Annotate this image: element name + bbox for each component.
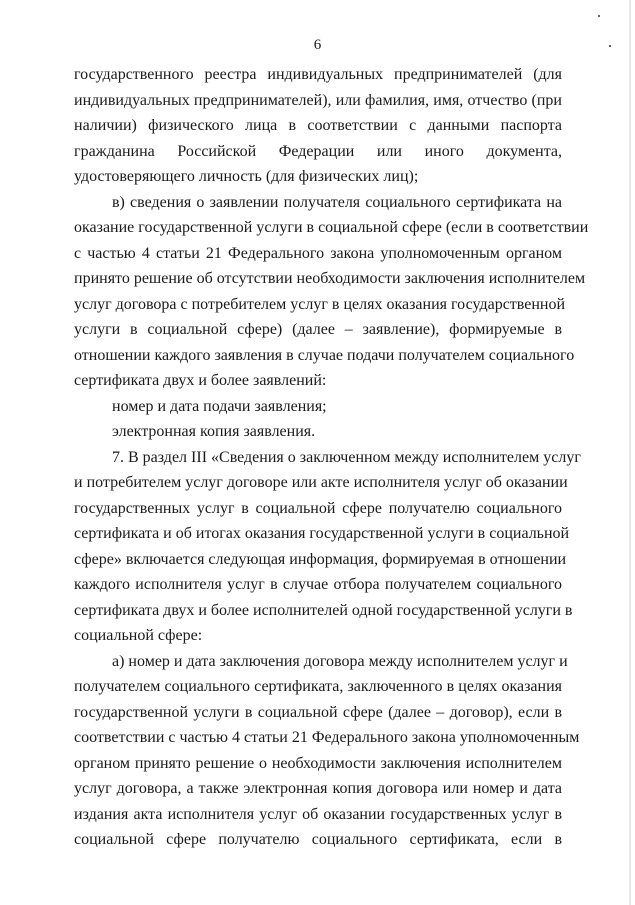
text-line: издания акта исполнителя услуг об оказании государственных услуг в [74, 805, 562, 823]
text-line: электронная копия заявления. [112, 423, 316, 440]
scan-edge [629, 0, 631, 905]
text-line: государственных услуг в социальной сфере получателю социального [74, 499, 562, 517]
text-line: номер и дата подачи заявления; [112, 397, 327, 415]
text-line: отношении каждого заявления в случае подачи получателем социального [74, 346, 575, 364]
text-line: в) сведения о заявлении получателя социального сертификата на [112, 193, 562, 211]
text-line: услуг договора, а также электронная копия договора или номер и дата [74, 780, 562, 797]
text-line: социальной сфере получателю социального сертификата, если в [74, 831, 562, 848]
text-line: с частью 4 статьи 21 Федерального закона уполномоченным органом [74, 244, 562, 262]
text-line: государственной услуги в социальной сфере (далее – договор), если в [74, 703, 562, 721]
text-line: сфере» включается следующая информация, формируемая в отношении [74, 550, 567, 568]
text-line: услуг договора с потребителем услуг в целях оказания государственной [74, 295, 566, 313]
text-line: 7. В раздел III «Сведения о заключенном между исполнителем услуг [112, 448, 581, 466]
text-line: наличии) физического лица в соответствии с данными паспорта [74, 117, 562, 134]
text-line: каждого исполнителя услуг в случае отбора получателем социального [74, 576, 562, 593]
scan-speck [598, 15, 600, 17]
text-line: оказание государственной услуги в социальной сфере (если в соответствии [74, 219, 589, 236]
text-line: социальной сфере: [74, 627, 203, 644]
body-text [74, 62, 589, 853]
text-line: органом принято решение о необходимости заключения исполнителем [74, 754, 562, 772]
text-line: соответствии с частью 4 статьи 21 Федерального закона уполномоченным [74, 729, 580, 746]
text-line: государственного реестра индивидуальных предпринимателей (для [74, 66, 562, 83]
text-line: и потребителем услуг договоре или акте исполнителя услуг об оказании [74, 474, 568, 491]
text-line: сертификата двух и более исполнителей одной государственной услуги в [74, 601, 573, 619]
page-number: 6 [313, 37, 322, 53]
text-line: индивидуальных предпринимателей), или фамилия, имя, отчество (при [74, 91, 562, 109]
text-line: получателем социального сертификата, заключенного в целях оказания [74, 678, 562, 695]
text-line: сертификата и об итогах оказания государственной услуги в социальной [74, 525, 570, 542]
text-line: удостоверяющего личность (для физических лиц); [74, 168, 419, 185]
text-line: принято решение об отсутствии необходимости заключения исполнителем [74, 270, 586, 287]
text-line: услуги в социальной сфере) (далее – заявление), формируемые в [74, 321, 562, 338]
text-line: а) номер и дата заключения договора между исполнителем услуг и [112, 652, 568, 670]
text-line: сертификата двух и более заявлений: [74, 372, 327, 389]
text-line: гражданина Российской Федерации или иного документа, [74, 142, 562, 160]
